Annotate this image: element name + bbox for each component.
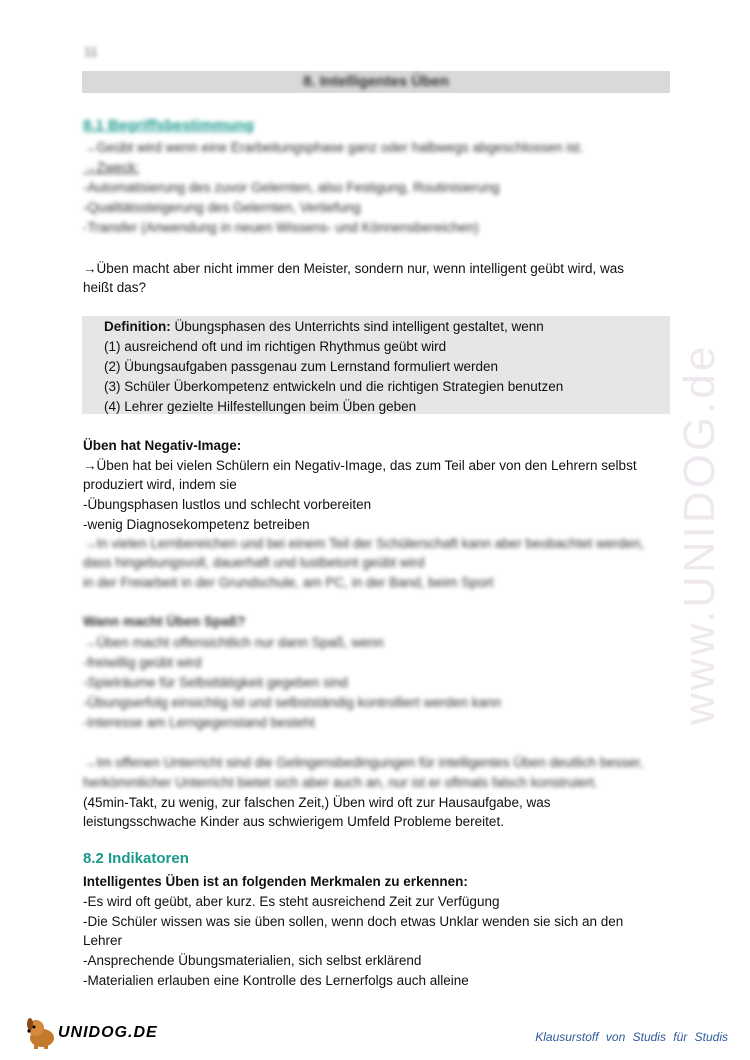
paragraph-line: -wenig Diagnosekompetenz betreiben xyxy=(83,517,310,532)
definition-item: (4) Lehrer gezielte Hilfestellungen beim Üben geben xyxy=(104,399,417,414)
definition-item: (1) ausreichend oft und im richtigen Rhythmus geübt wird xyxy=(104,339,447,354)
indikator-line: -Die Schüler wissen was sie üben sollen, wenn doch etwas Unklar wenden sie sich an den xyxy=(83,914,624,929)
paragraph-line: →Üben hat bei vielen Schülern ein Negativ-Image, das zum Teil aber von den Lehrern selbst xyxy=(83,458,637,473)
blurred-line: →In vielen Lernbereichen und bei einem Teil der Schülerschaft kann aber beobachtet werden, xyxy=(83,536,645,551)
blurred-line: -Übungserfolg einsichtig ist und selbstständig kontrolliert werden kann xyxy=(83,695,501,710)
blurred-line: →Zweck: xyxy=(83,160,140,175)
indikator-line: -Es wird oft geübt, aber kurz. Es steht ausreichend Zeit zur Verfügung xyxy=(83,894,500,909)
indikator-line: -Materialien erlauben eine Kontrolle des Lernerfolgs auch alleine xyxy=(83,973,469,988)
paragraph-line: produziert wird, indem sie xyxy=(83,477,237,492)
blurred-line: herkömmlicher Unterricht bietet sich aber auch an, nur ist er oftmals falsch konstruiert. xyxy=(83,775,598,790)
chapter-title-bar xyxy=(82,71,670,93)
paragraph-line: (45min-Takt, zu wenig, zur falschen Zeit,) Üben wird oft zur Hausaufgabe, was xyxy=(83,795,551,810)
paragraph-line: -Übungsphasen lustlos und schlecht vorbereiten xyxy=(83,497,372,512)
section-heading-begriffsbestimmung: 8.1 Begriffsbestimmung xyxy=(83,117,254,134)
blurred-line: -Interesse am Lerngegenstand besteht xyxy=(83,715,315,730)
dog-logo-icon xyxy=(22,1016,62,1050)
logo-text: UNIDOG.DE xyxy=(58,1024,158,1041)
indikator-line: -Ansprechende Übungsmaterialien, sich selbst erklärend xyxy=(83,953,422,968)
blurred-line: dass hingebungsvoll, dauerhaft und lustbetont geübt wird xyxy=(83,555,425,570)
blurred-line: in der Freiarbeit in der Grundschule, am PC, in der Band, beim Sport xyxy=(83,575,494,590)
chapter-title: 8. Intelligentes Üben xyxy=(303,73,449,90)
negativ-heading: Üben hat Negativ-Image: xyxy=(83,438,242,453)
definition-item: (2) Übungsaufgaben passgenau zum Lernstand formuliert werden xyxy=(104,359,498,374)
spass-heading: Wann macht Üben Spaß? xyxy=(83,614,246,629)
definition-item: (3) Schüler Überkompetenz entwickeln und die richtigen Strategien benutzen xyxy=(104,379,564,394)
watermark-text: www.UNIDOG.de xyxy=(675,343,724,725)
blurred-line: -Qualitätssteigerung des Gelernten, Vertiefung xyxy=(83,200,361,215)
definition-label: Definition: xyxy=(104,319,171,334)
blurred-line: -Spielräume für Selbsttätigkeit gegeben sind xyxy=(83,675,348,690)
paragraph-line: heißt das? xyxy=(83,280,147,295)
blurred-line: -Automatisierung des zuvor Gelernten, also Festigung, Routinisierung xyxy=(83,180,500,195)
blurred-line: -Transfer (Anwendung in neuen Wissens- und Könnensbereichen) xyxy=(83,220,479,235)
definition-line xyxy=(104,318,544,336)
blurred-line: →Im offenen Unterricht sind die Gelingensbedingungen für intelligentes Üben deutlich besser, xyxy=(83,755,644,770)
paragraph-line: leistungsschwache Kinder aus schwierigem Umfeld Probleme bereitet. xyxy=(83,814,504,829)
page-number: 11 xyxy=(84,44,98,59)
footer-tagline: Klausurstoff von Studis für Studis xyxy=(535,1030,728,1044)
paragraph-line: →Üben macht aber nicht immer den Meister, sondern nur, wenn intelligent geübt wird, was xyxy=(83,261,625,276)
section-heading-indikatoren: 8.2 Indikatoren xyxy=(83,850,189,867)
definition-text: Übungsphasen des Unterrichts sind intelligent gestaltet, wenn xyxy=(170,319,544,334)
blurred-line: →Geübt wird wenn eine Erarbeitungsphase ganz oder halbwegs abgeschlossen ist. xyxy=(83,140,584,155)
indikator-line: Lehrer xyxy=(83,933,123,948)
indikatoren-subheading: Intelligentes Üben ist an folgenden Merkmalen zu erkennen: xyxy=(83,874,468,889)
blurred-line: -freiwillig geübt wird xyxy=(83,655,202,670)
blurred-line: →Üben macht offensichtlich nur dann Spaß, wenn xyxy=(83,635,384,650)
